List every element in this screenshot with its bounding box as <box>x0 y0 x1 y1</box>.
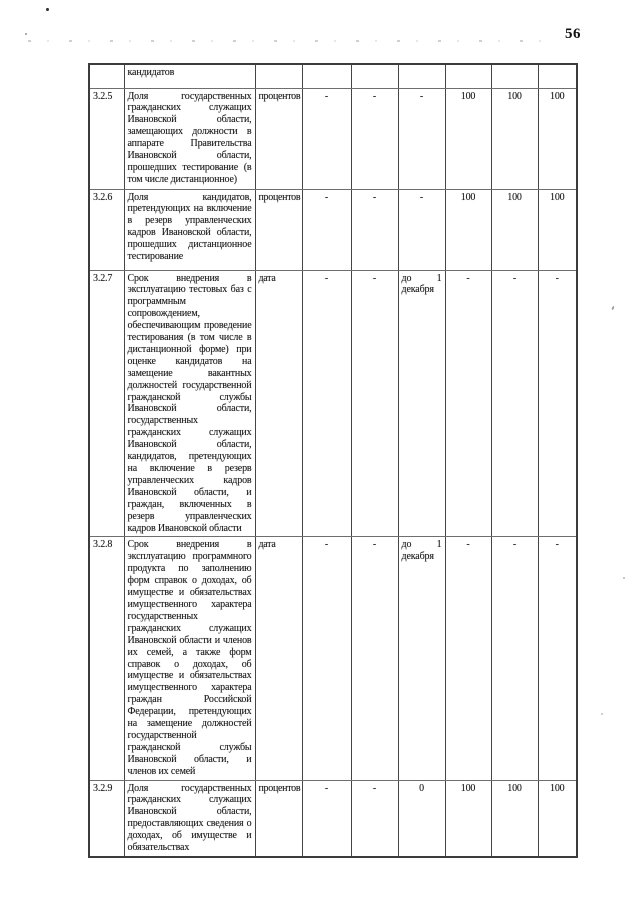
unit-cell: процентов <box>255 189 302 270</box>
unit-cell: дата <box>255 537 302 780</box>
row-number-cell: 3.2.5 <box>89 88 124 189</box>
table-row-carryover <box>89 64 577 88</box>
table-row-3-2-5 <box>89 88 577 189</box>
scan-artifact-speck <box>46 8 49 11</box>
scan-artifact-speck <box>611 306 614 310</box>
value-cell <box>351 64 398 88</box>
row-number-cell: 3.2.8 <box>89 537 124 780</box>
row-number-cell <box>89 64 124 88</box>
table-row-3-2-6 <box>89 189 577 270</box>
row-number-cell: 3.2.9 <box>89 780 124 857</box>
value-cell: - <box>398 88 445 189</box>
value-cell <box>538 64 577 88</box>
value-cell: - <box>351 270 398 537</box>
value-cell: 100 <box>538 189 577 270</box>
value-cell: - <box>302 537 351 780</box>
value-cell: 100 <box>445 189 491 270</box>
value-cell: 0 <box>398 780 445 857</box>
value-cell: - <box>538 270 577 537</box>
description-cell: Доля государственных гражданских служащих Ивановской области, замещающих должности в аппарате Правительства Ивановской области, прошедших тестирование (в том числе дистанционное) <box>124 88 255 189</box>
row-number-cell: 3.2.7 <box>89 270 124 537</box>
value-cell: - <box>302 270 351 537</box>
value-cell: - <box>538 537 577 780</box>
description-cell: Доля кандидатов, претендующих на включение в резерв управленческих кадров Ивановской области, прошедших дистанционное тестирование <box>124 189 255 270</box>
value-cell: - <box>302 88 351 189</box>
value-cell: - <box>302 189 351 270</box>
value-cell: 100 <box>445 88 491 189</box>
value-cell: 100 <box>491 780 538 857</box>
description-cell: Срок внедрения в эксплуатацию тестовых баз с программным сопровождением, обеспечивающим проведение тестирования (в том числе в дистанционной форме) при оценке кандидатов на замещение вакантных должностей государственной гражданской службы Ивановской области, государственных гражданских служащих Ивановской области, кандидатов, претендующих на включение в резерв управленческих кадров Ивановской области, и граждан, включенных в резерв управленческих кадров Ивановской области <box>124 270 255 537</box>
value-cell-date: до 1 декабря <box>398 537 445 780</box>
table-row-3-2-7 <box>89 270 577 537</box>
table-row-3-2-8 <box>89 537 577 780</box>
value-cell: - <box>351 189 398 270</box>
scan-artifact-speck <box>623 577 625 579</box>
value-cell <box>302 64 351 88</box>
value-cell: 100 <box>538 780 577 857</box>
value-cell <box>491 64 538 88</box>
description-cell: Доля государственных гражданских служащих Ивановской области, предоставляющих сведения о доходах, об имуществе и обязательствах <box>124 780 255 857</box>
value-cell: - <box>491 270 538 537</box>
value-cell: - <box>351 780 398 857</box>
description-cell: Срок внедрения в эксплуатацию программного продукта по заполнению форм справок о доходах, об имуществе и обязательствах имущественного характера государственных гражданских служащих Ивановской области и членов их семей, а также форм справок о доходах, об имуществе и обязательствах имущественного характера граждан Российской Федерации, претендующих на замещение должностей государственной гражданской службы Ивановской области, и членов их семей <box>124 537 255 780</box>
value-cell-date: до 1 декабря <box>398 270 445 537</box>
unit-cell: процентов <box>255 780 302 857</box>
unit-cell <box>255 64 302 88</box>
value-cell: - <box>351 88 398 189</box>
scan-artifact-speck <box>601 713 603 715</box>
value-cell: - <box>398 189 445 270</box>
scan-artifact-dotted-line <box>28 40 546 42</box>
value-cell: - <box>302 780 351 857</box>
value-cell: - <box>491 537 538 780</box>
value-cell: 100 <box>491 189 538 270</box>
value-cell: 100 <box>491 88 538 189</box>
indicators-table <box>88 63 578 858</box>
unit-cell: процентов <box>255 88 302 189</box>
unit-cell: дата <box>255 270 302 537</box>
table-row-3-2-9 <box>89 780 577 857</box>
page-number: 56 <box>565 26 581 42</box>
value-cell: 100 <box>445 780 491 857</box>
value-cell: - <box>445 270 491 537</box>
description-cell: кандидатов <box>124 64 255 88</box>
value-cell <box>398 64 445 88</box>
row-number-cell: 3.2.6 <box>89 189 124 270</box>
scan-artifact-speck <box>25 33 27 35</box>
value-cell <box>445 64 491 88</box>
value-cell: - <box>351 537 398 780</box>
value-cell: 100 <box>538 88 577 189</box>
value-cell: - <box>445 537 491 780</box>
